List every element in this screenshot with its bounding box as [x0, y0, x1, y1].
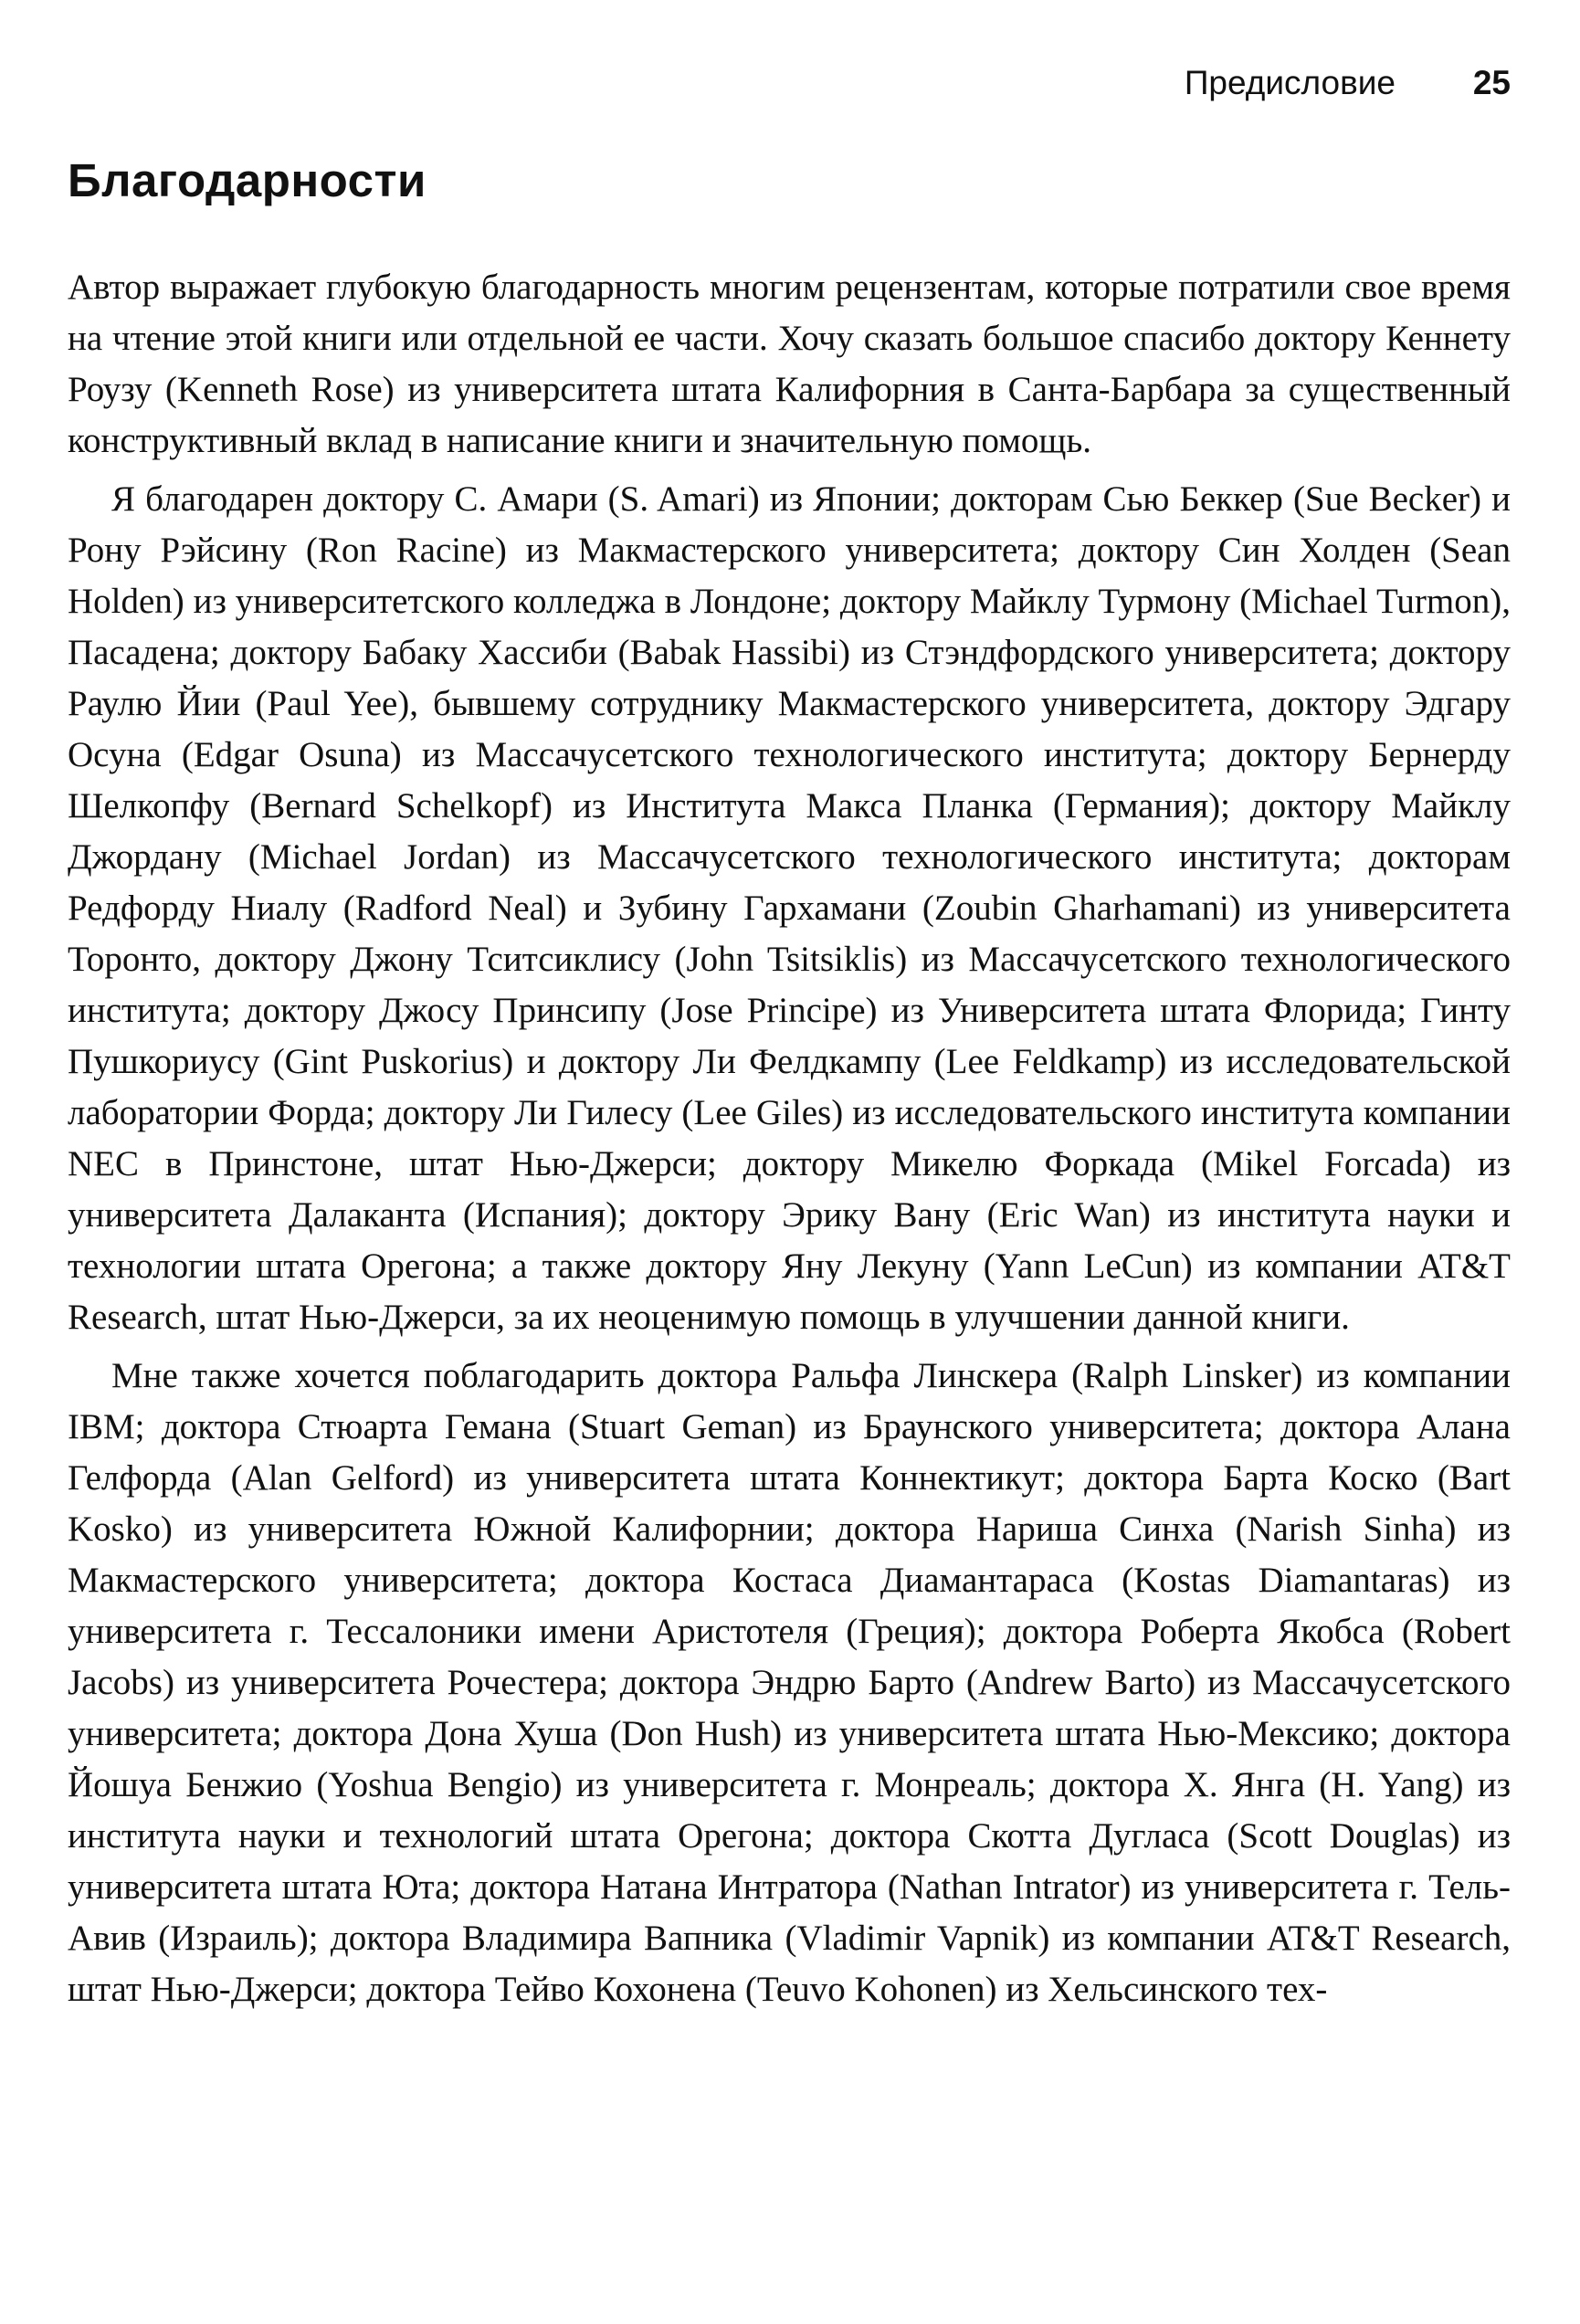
paragraph-1: Автор выражает глубокую благодарность многим рецензентам, которые потратили свое время на чтение этой книги или отдельной ее части. Хочу сказать большое спасибо доктору Кеннету Роузу (Kenneth Rose) из университета штата Калифорния в Санта-Барбара за существенный конструктивный вклад в написание книги и значительную помощь.: [68, 268, 1511, 460]
paragraph-2: Я благодарен доктору С. Амари (S. Amari) из Японии; докторам Сью Беккер (Sue Becker) и Рону Рэйсину (Ron Racine) из Макмастерского университета; доктору Син Холден (Sean Holden) из университетского колледжа в Лондоне; доктору Майклу Турмону (Michael Turmon), Пасадена; доктору Бабаку Хассиби (Babak Hassibi) из Стэндфордского университета; доктору Раулю Йии (Paul Yee), бывшему сотруднику Макмастерского университета, доктору Эдгару Осуна (Edgar Osuna) из Массачусетского технологического института; доктору Бернерду Шелкопфу (Bernard Schelkopf) из Института Макса Планка (Германия); доктору Майклу Джордану (Michael Jordan) из Массачусетского технологического института; докторам Редфорду Ниалу (Radford Neal) и Зубину Гархамани (Zoubin Gharhamani) из университета Торонто, доктору Джону Тситсиклису (John Tsitsiklis) из Массачусетского технологического института; доктору Джосу Принсипу (Jose Principe) из Университета штата Флорида; Гинту Пушкориусу (Gint Puskorius) и доктору Ли Фелдкампу (Lee Feldkamp) из исследовательской лаборатории Форда; доктору Ли Гилесу (Lee Giles) из исследовательского института компании NEC в Принстоне, штат Нью-Джерси; доктору Микелю Форкада (Mikel Forcada) из университета Далаканта (Испания); доктору Эрику Вану (Eric Wan) из института науки и технологии штата Орегона; а также доктору Яну Лекуну (Yann LeCun) из компании AT&T Research, штат Нью-Джерси, за их неоценимую помощь в улучшении данной книги.: [68, 479, 1511, 1337]
page-number: 25: [1472, 64, 1511, 101]
book-page: [68, 55, 1511, 2015]
section-title: Благодарности: [68, 154, 427, 206]
paragraph-3: Мне также хочется поблагодарить доктора Ральфа Линскера (Ralph Linsker) из компании IBM; доктора Стюарта Гемана (Stuart Geman) из Браунского университета; доктора Алана Гелфорда (Alan Gelford) из университета штата Коннектикут; доктора Барта Коско (Bart Kosko) из университета Южной Калифорнии; доктора Нариша Синха (Narish Sinha) из Макмастерского университета; доктора Костаса Диамантараса (Kostas Diamantaras) из университета г. Тессалоники имени Аристотеля (Греция); доктора Роберта Якобса (Robert Jacobs) из университета Рочестера; доктора Эндрю Барто (Andrew Barto) из Массачусетского университета; доктора Дона Хуша (Don Hush) из университета штата Нью-Мексико; доктора Йошуа Бенжио (Yoshua Bengio) из университета г. Монреаль; доктора Х. Янга (H. Yang) из института науки и технологий штата Орегона; доктора Скотта Дугласа (Scott Douglas) из университета штата Юта; доктора Натана Интратора (Nathan Intrator) из университета г. Тель-Авив (Израиль); доктора Владимира Вапника (Vladimir Vapnik) из компании AT&T Research, штат Нью-Джерси; доктора Тейво Кохонена (Teuvo Kohonen) из Хельсинского тех-: [68, 1356, 1511, 2009]
header-section-name: Предисловие: [1184, 64, 1396, 101]
running-header: [68, 55, 1511, 110]
body-text: [68, 262, 1511, 2015]
